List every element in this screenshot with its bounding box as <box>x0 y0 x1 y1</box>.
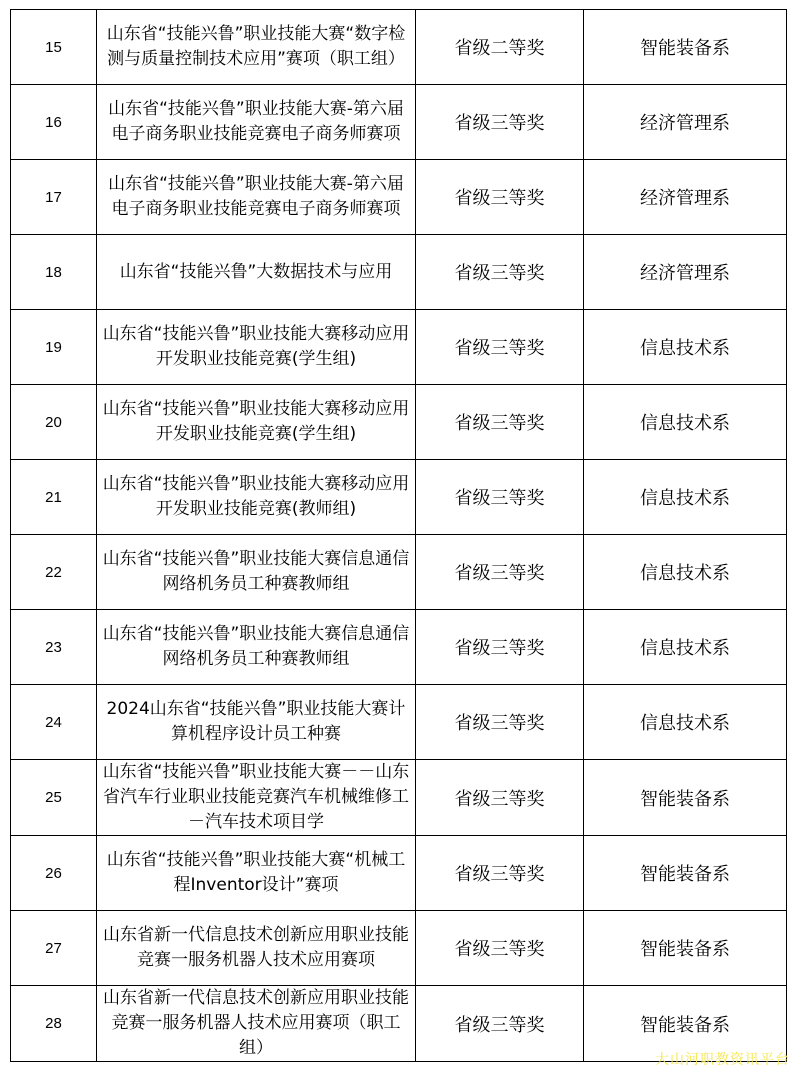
row-number-cell: 23 <box>11 610 97 685</box>
award-level-cell: 省级三等奖 <box>416 160 584 235</box>
row-number-cell: 17 <box>11 160 97 235</box>
department-cell: 信息技术系 <box>584 460 787 535</box>
award-level-cell: 省级三等奖 <box>416 85 584 160</box>
table-row <box>11 610 787 685</box>
row-number-cell: 20 <box>11 385 97 460</box>
competition-name-cell: 山东省“技能兴鲁”职业技能大赛移动应用开发职业技能竞赛(学生组) <box>97 385 416 460</box>
department-cell: 经济管理系 <box>584 235 787 310</box>
row-number-cell: 24 <box>11 685 97 760</box>
row-number-cell: 19 <box>11 310 97 385</box>
awards-table <box>10 9 787 1062</box>
competition-name-cell: 山东省“技能兴鲁”职业技能大赛-第六届电子商务职业技能竞赛电子商务师赛项 <box>97 85 416 160</box>
table-row <box>11 310 787 385</box>
table-row <box>11 385 787 460</box>
department-cell: 智能装备系 <box>584 986 787 1062</box>
award-level-cell: 省级三等奖 <box>416 385 584 460</box>
row-number-cell: 25 <box>11 760 97 836</box>
table-row <box>11 685 787 760</box>
award-level-cell: 省级三等奖 <box>416 460 584 535</box>
table-row <box>11 836 787 911</box>
award-level-cell: 省级三等奖 <box>416 760 584 836</box>
competition-name-cell: 山东省“技能兴鲁”职业技能大赛移动应用开发职业技能竞赛(学生组) <box>97 310 416 385</box>
competition-name-cell: 山东省“技能兴鲁”职业技能大赛－－山东省汽车行业职业技能竞赛汽车机械维修工－汽车技术项目学 <box>97 760 416 836</box>
awards-table-body <box>11 10 787 1062</box>
department-cell: 经济管理系 <box>584 160 787 235</box>
award-level-cell: 省级三等奖 <box>416 685 584 760</box>
table-row <box>11 760 787 836</box>
department-cell: 信息技术系 <box>584 685 787 760</box>
row-number-cell: 15 <box>11 10 97 85</box>
award-level-cell: 省级二等奖 <box>416 10 584 85</box>
row-number-cell: 18 <box>11 235 97 310</box>
competition-name-cell: 山东省“技能兴鲁”职业技能大赛-第六届电子商务职业技能竞赛电子商务师赛项 <box>97 160 416 235</box>
table-row <box>11 235 787 310</box>
competition-name-cell: 山东省“技能兴鲁”职业技能大赛“机械工程Inventor设计”赛项 <box>97 836 416 911</box>
table-row <box>11 460 787 535</box>
department-cell: 智能装备系 <box>584 911 787 986</box>
department-cell: 智能装备系 <box>584 10 787 85</box>
competition-name-cell: 山东省“技能兴鲁”职业技能大赛信息通信网络机务员工种赛教师组 <box>97 535 416 610</box>
department-cell: 信息技术系 <box>584 385 787 460</box>
table-row <box>11 911 787 986</box>
department-cell: 信息技术系 <box>584 610 787 685</box>
competition-name-cell: 2024山东省“技能兴鲁”职业技能大赛计算机程序设计员工种赛 <box>97 685 416 760</box>
award-level-cell: 省级三等奖 <box>416 235 584 310</box>
department-cell: 智能装备系 <box>584 760 787 836</box>
competition-name-cell: 山东省“技能兴鲁”职业技能大赛“数字检测与质量控制技术应用”赛项（职工组） <box>97 10 416 85</box>
award-level-cell: 省级三等奖 <box>416 310 584 385</box>
award-level-cell: 省级三等奖 <box>416 911 584 986</box>
row-number-cell: 27 <box>11 911 97 986</box>
row-number-cell: 26 <box>11 836 97 911</box>
award-level-cell: 省级三等奖 <box>416 535 584 610</box>
competition-name-cell: 山东省“技能兴鲁”大数据技术与应用 <box>97 235 416 310</box>
table-row <box>11 535 787 610</box>
table-row <box>11 160 787 235</box>
competition-name-cell: 山东省“技能兴鲁”职业技能大赛信息通信网络机务员工种赛教师组 <box>97 610 416 685</box>
row-number-cell: 21 <box>11 460 97 535</box>
row-number-cell: 28 <box>11 986 97 1062</box>
department-cell: 信息技术系 <box>584 535 787 610</box>
award-level-cell: 省级三等奖 <box>416 610 584 685</box>
department-cell: 经济管理系 <box>584 85 787 160</box>
department-cell: 信息技术系 <box>584 310 787 385</box>
competition-name-cell: 山东省“技能兴鲁”职业技能大赛移动应用开发职业技能竞赛(教师组) <box>97 460 416 535</box>
row-number-cell: 22 <box>11 535 97 610</box>
table-row <box>11 10 787 85</box>
award-level-cell: 省级三等奖 <box>416 986 584 1062</box>
department-cell: 智能装备系 <box>584 836 787 911</box>
watermark-text: 大山河职教资讯平台 <box>655 1052 790 1068</box>
table-row <box>11 85 787 160</box>
row-number-cell: 16 <box>11 85 97 160</box>
competition-name-cell: 山东省新一代信息技术创新应用职业技能竞赛一服务机器人技术应用赛项 <box>97 911 416 986</box>
award-level-cell: 省级三等奖 <box>416 836 584 911</box>
competition-name-cell: 山东省新一代信息技术创新应用职业技能竞赛一服务机器人技术应用赛项（职工组） <box>97 986 416 1062</box>
